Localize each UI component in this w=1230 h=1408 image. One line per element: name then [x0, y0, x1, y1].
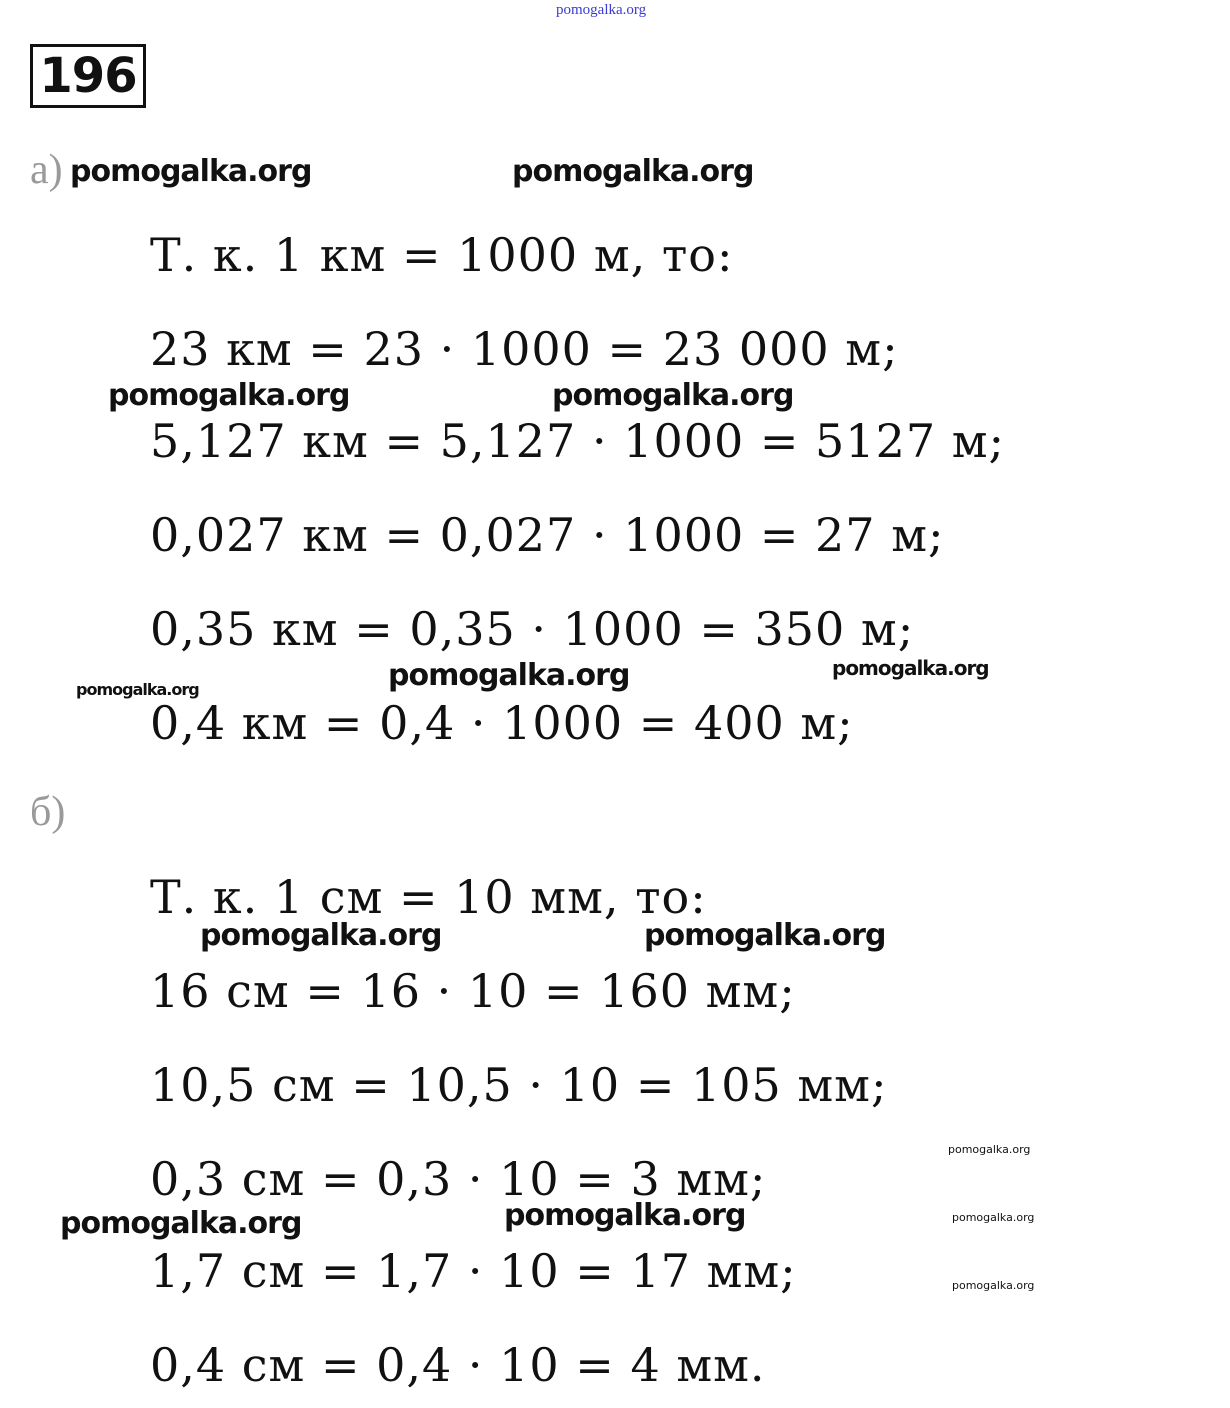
part-b-label: б) — [30, 789, 66, 835]
part-b-line-2: 10,5 см = 10,5 · 10 = 105 мм; — [150, 1058, 888, 1112]
part-a-line-1: 23 км = 23 · 1000 = 23 000 м; — [150, 322, 899, 376]
watermark: pomogalka.org — [512, 154, 754, 189]
watermark: pomogalka.org — [200, 918, 442, 953]
watermark: pomogalka.org — [952, 1279, 1035, 1292]
watermark: pomogalka.org — [644, 918, 886, 953]
problem-number: 196 — [39, 48, 137, 104]
watermark: pomogalka.org — [60, 1206, 302, 1241]
watermark: pomogalka.org — [504, 1198, 746, 1233]
watermark: pomogalka.org — [76, 680, 199, 699]
watermark: pomogalka.org — [70, 154, 312, 189]
watermark-top: pomogalka.org — [556, 2, 647, 18]
part-b-line-1: 16 см = 16 · 10 = 160 мм; — [150, 964, 796, 1018]
part-a-label: а) — [30, 147, 63, 193]
part-a-intro: Т. к. 1 км = 1000 м, то: — [150, 228, 734, 282]
part-a-line-3: 0,027 км = 0,027 · 1000 = 27 м; — [150, 508, 945, 562]
watermark: pomogalka.org — [388, 658, 630, 693]
part-b-line-4: 1,7 см = 1,7 · 10 = 17 мм; — [150, 1244, 797, 1298]
part-b-line-5: 0,4 см = 0,4 · 10 = 4 мм. — [150, 1338, 766, 1392]
part-a-line-5: 0,4 км = 0,4 · 1000 = 400 м; — [150, 696, 854, 750]
watermark: pomogalka.org — [952, 1211, 1035, 1224]
part-a-line-4: 0,35 км = 0,35 · 1000 = 350 м; — [150, 602, 915, 656]
watermark: pomogalka.org — [948, 1143, 1031, 1156]
problem-number-box — [30, 44, 146, 108]
watermark: pomogalka.org — [552, 378, 794, 413]
part-b-intro: Т. к. 1 см = 10 мм, то: — [150, 870, 707, 924]
part-a-line-2: 5,127 км = 5,127 · 1000 = 5127 м; — [150, 414, 1006, 468]
watermark: pomogalka.org — [832, 656, 989, 680]
watermark: pomogalka.org — [108, 378, 350, 413]
part-b-line-3: 0,3 см = 0,3 · 10 = 3 мм; — [150, 1152, 767, 1206]
